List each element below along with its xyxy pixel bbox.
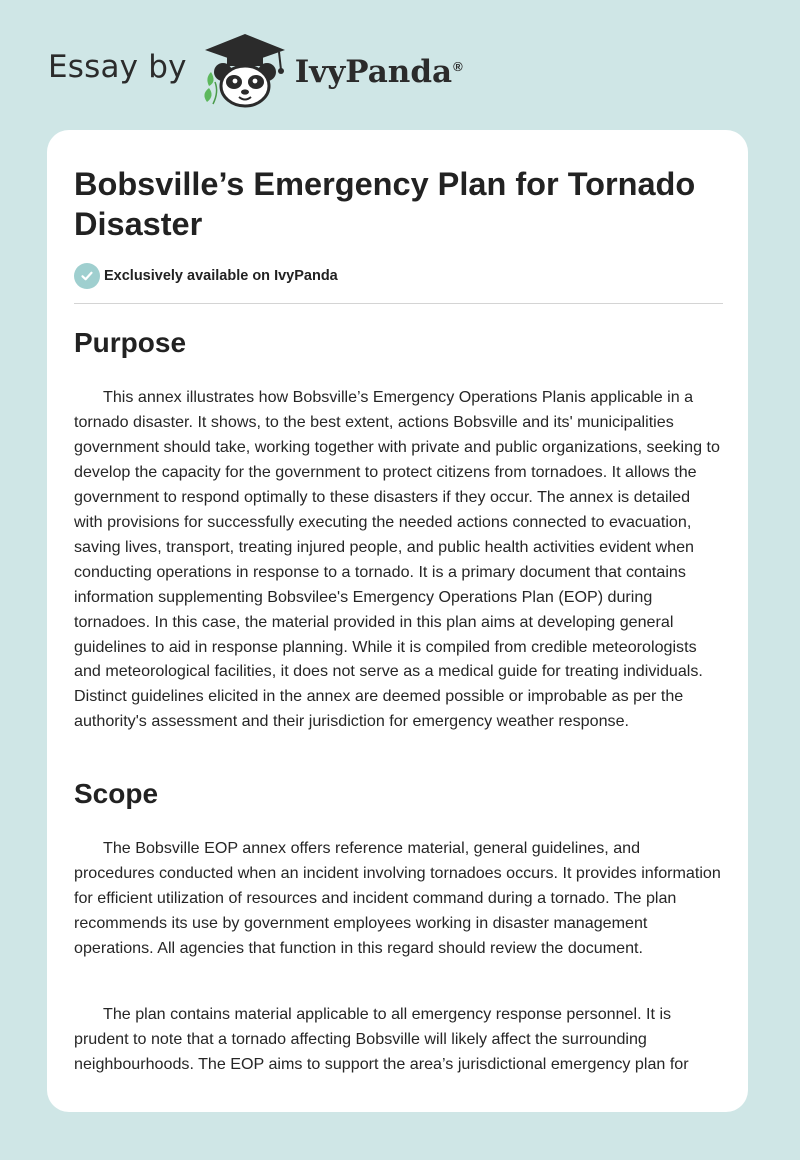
essay-card	[47, 130, 748, 1112]
section-heading-scope: Scope	[74, 778, 159, 809]
paragraph-scope-2: The plan contains material applicable to all emergency response personnel. It is prudent to note that a tornado affecting Bobsville will likely affect the surrounding neighbourhoods. The EOP aims to support the area’s jurisdictional emergency plan for	[74, 1005, 689, 1073]
exclusive-badge-text: Exclusively available on IvyPanda	[104, 268, 338, 284]
brand-name-text: IvyPanda	[294, 54, 453, 90]
paragraph-scope-1: The Bobsville EOP annex offers reference material, general guidelines, and procedures conducted when an incident involving tornadoes occurs. It provides information for efficient utilization of resources and incident command during a tornado. The plan recommends its use by government employees working in disaster management operations. All agencies that function in this regard should review the document.	[74, 839, 721, 957]
check-circle-icon	[74, 263, 100, 289]
exclusive-badge	[74, 263, 338, 289]
paragraph-purpose-1: This annex illustrates how Bobsville’s Emergency Operations Planis applicable in a tornado disaster. It shows, to the best extent, actions Bobsville and its' municipalities government should take, working together with private and public organizations, seeking to develop the capacity for the government to protect citizens from tornadoes. It allows the government to respond optimally to these disasters if they occur. The annex is detailed with provisions for successfully executing the needed actions connected to evacuation, saving lives, transport, treating injured people, and public health activities evident when conducting operations in response to a tornado. It is a primary document that contains information supplementing Bobsvilee's Emergency Operations Plan (EOP) during tornadoes. In this case, the material provided in this plan aims at developing general guidelines to aid in response planning. While it is compiled from credible meteorologists and meteorological facilities, it does not serve as a medical guide for treating individuals. Distinct guidelines elicited in the annex are deemed possible or improbable as per the authority's assessment and their jurisdiction for emergency weather response.	[74, 388, 720, 731]
panda-graduate-icon[interactable]	[199, 30, 291, 110]
brand-name	[295, 54, 463, 90]
registered-mark: ®	[453, 58, 463, 74]
title-divider	[74, 303, 723, 304]
essay-title: Bobsville’s Emergency Plan for Tornado Disaster	[74, 166, 696, 242]
brand-header	[48, 30, 463, 110]
brand-prefix: Essay by	[48, 49, 187, 85]
section-heading-purpose: Purpose	[74, 327, 187, 358]
